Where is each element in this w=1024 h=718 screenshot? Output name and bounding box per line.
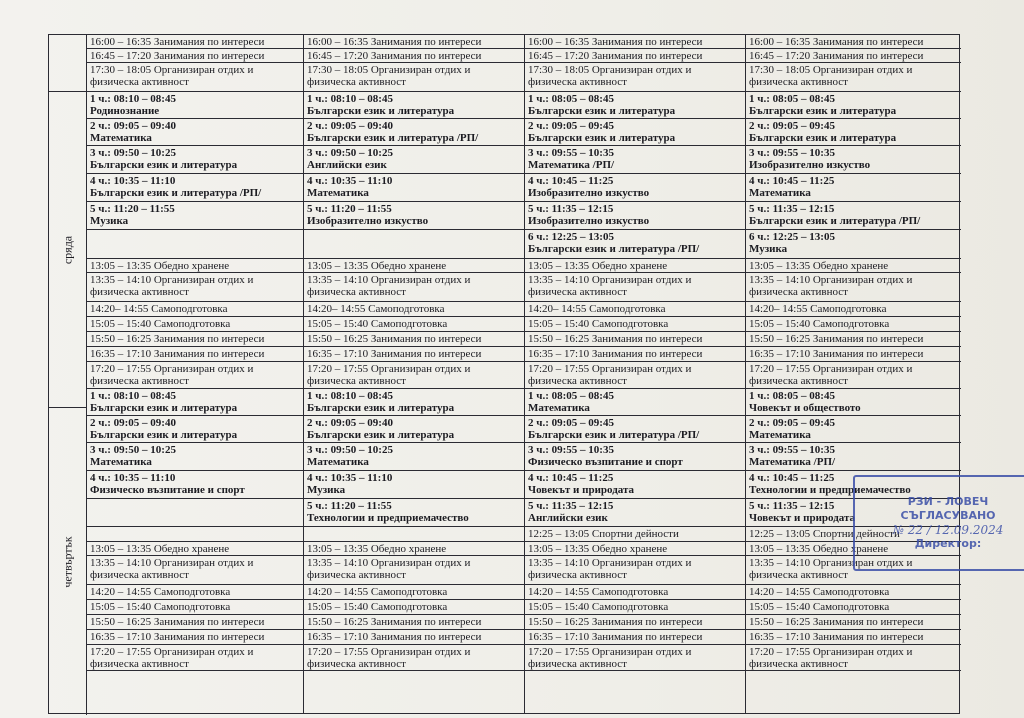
lesson-time: 2 ч.: 09:05 – 09:40 xyxy=(90,120,176,132)
lesson-cell xyxy=(525,443,745,471)
activity-cell xyxy=(87,630,303,645)
lesson-time: 5 ч.: 11:35 – 12:15 xyxy=(749,500,835,512)
activity-text: 15:05 – 15:40 Самоподготовка xyxy=(749,318,890,330)
lesson-subject: Човекът и природата xyxy=(528,484,635,496)
lesson-cell xyxy=(87,92,303,119)
lesson-time: 2 ч.: 09:05 – 09:40 xyxy=(307,120,393,132)
lesson-time: 1 ч.: 08:05 – 08:45 xyxy=(528,93,614,105)
activity-text: 15:50 – 16:25 Занимания по интереси xyxy=(749,616,924,628)
activity-cell xyxy=(304,317,524,332)
activity-cell xyxy=(304,645,524,671)
activity-text: 13:35 – 14:10 Организиран отдих и физическа активност xyxy=(307,274,471,298)
lesson-time: 4 ч.: 10:35 – 11:10 xyxy=(90,472,176,484)
lesson-cell xyxy=(87,174,303,202)
activity-text: 17:20 – 17:55 Организиран отдих и физическа активност xyxy=(749,646,913,670)
activity-cell xyxy=(87,302,303,317)
activity-text: 14:20 – 14:55 Самоподготовка xyxy=(749,586,890,598)
lesson-subject: Математика xyxy=(90,132,152,144)
activity-cell xyxy=(746,585,961,600)
activity-cell xyxy=(525,317,745,332)
activity-cell xyxy=(304,302,524,317)
activity-cell xyxy=(304,585,524,600)
class-column-4 xyxy=(746,35,961,713)
activity-cell xyxy=(304,63,524,92)
activity-cell xyxy=(525,332,745,347)
lesson-cell xyxy=(746,202,961,230)
lesson-subject: Технологии и предприемачество xyxy=(307,512,469,524)
lesson-subject: Физическо възпитание и спорт xyxy=(90,484,245,496)
activity-cell xyxy=(87,347,303,362)
activity-cell xyxy=(87,35,303,49)
activity-text: 17:20 – 17:55 Организиран отдих и физическа активност xyxy=(90,646,254,670)
activity-cell xyxy=(746,347,961,362)
lesson-time: 1 ч.: 08:10 – 08:45 xyxy=(90,390,176,402)
lesson-cell xyxy=(746,443,961,471)
lesson-cell xyxy=(746,119,961,146)
lesson-subject: Физическо възпитание и спорт xyxy=(528,456,683,468)
lesson-time: 4 ч.: 10:35 – 11:10 xyxy=(307,472,393,484)
activity-text: 17:30 – 18:05 Организиран отдих и физическа активност xyxy=(307,64,471,88)
activity-text: 16:35 – 17:10 Занимания по интереси xyxy=(307,348,482,360)
activity-text: 13:05 – 13:35 Обедно хранене xyxy=(749,260,889,272)
activity-text: 16:45 – 17:20 Занимания по интереси xyxy=(307,50,482,62)
lesson-cell xyxy=(87,202,303,230)
lesson-cell xyxy=(87,471,303,499)
activity-text: 15:50 – 16:25 Занимания по интереси xyxy=(90,616,265,628)
activity-cell xyxy=(87,600,303,615)
lesson-time: 5 ч.: 11:35 – 12:15 xyxy=(528,500,614,512)
lesson-time: 3 ч.: 09:55 – 10:35 xyxy=(528,444,614,456)
lesson-cell xyxy=(746,389,961,416)
lesson-time: 1 ч.: 08:10 – 08:45 xyxy=(307,93,393,105)
lesson-cell xyxy=(525,174,745,202)
activity-cell xyxy=(746,49,961,63)
lesson-cell xyxy=(746,92,961,119)
activity-text: 16:35 – 17:10 Занимания по интереси xyxy=(90,631,265,643)
lesson-subject: Български език и литература xyxy=(749,132,897,144)
lesson-subject: Изобразително изкуство xyxy=(528,187,650,199)
activity-text: 16:45 – 17:20 Занимания по интереси xyxy=(528,50,703,62)
lesson-cell xyxy=(304,174,524,202)
lesson-cell xyxy=(525,471,745,499)
activity-text: 16:35 – 17:10 Занимания по интереси xyxy=(749,631,924,643)
activity-text: 15:50 – 16:25 Занимания по интереси xyxy=(307,616,482,628)
activity-text: 14:20– 14:55 Самоподготовка xyxy=(90,303,228,315)
activity-cell xyxy=(525,302,745,317)
lesson-subject: Български език и литература xyxy=(749,105,897,117)
lesson-time: 4 ч.: 10:45 – 11:25 xyxy=(749,472,835,484)
activity-text: 13:35 – 14:10 Организиран отдих и физическа активност xyxy=(90,274,254,298)
stamp-line-4: Директор: xyxy=(914,537,982,550)
lesson-subject: Родинознание xyxy=(90,105,160,117)
lesson-time: 4 ч.: 10:35 – 11:10 xyxy=(307,175,393,187)
activity-cell xyxy=(87,317,303,332)
activity-text: 15:05 – 15:40 Самоподготовка xyxy=(528,601,669,613)
lesson-time: 3 ч.: 09:55 – 10:35 xyxy=(749,147,835,159)
lesson-time: 3 ч.: 09:50 – 10:25 xyxy=(90,147,176,159)
activity-cell xyxy=(87,63,303,92)
activity-text: 13:35 – 14:10 Организиран отдих и физическа активност xyxy=(90,557,254,581)
lesson-time: 4 ч.: 10:35 – 11:10 xyxy=(90,175,176,187)
lesson-cell xyxy=(87,527,303,542)
lesson-cell xyxy=(525,202,745,230)
activity-cell xyxy=(525,645,745,671)
activity-cell xyxy=(304,542,524,556)
lesson-subject: Изобразително изкуство xyxy=(307,215,429,227)
activity-cell xyxy=(525,585,745,600)
lesson-subject: Български език и литература /РП/ xyxy=(307,132,479,144)
activity-text: 15:50 – 16:25 Занимания по интереси xyxy=(307,333,482,345)
lesson-time: 1 ч.: 08:10 – 08:45 xyxy=(307,390,393,402)
activity-text: 17:20 – 17:55 Организиран отдих и физическа активност xyxy=(528,363,692,387)
activity-cell xyxy=(525,615,745,630)
activity-cell xyxy=(525,35,745,49)
lesson-cell xyxy=(304,119,524,146)
lesson-time: 12:25 – 13:05 Спортни дейности xyxy=(749,528,900,540)
activity-cell xyxy=(304,259,524,273)
lesson-subject: Български език и литература /РП/ xyxy=(528,429,700,441)
lesson-cell xyxy=(304,389,524,416)
class-column-3 xyxy=(525,35,746,713)
lesson-subject: Математика xyxy=(749,429,811,441)
activity-cell xyxy=(746,615,961,630)
lesson-cell xyxy=(87,389,303,416)
activity-cell xyxy=(304,49,524,63)
activity-cell xyxy=(525,347,745,362)
lesson-time: 5 ч.: 11:20 – 11:55 xyxy=(90,203,175,215)
activity-text: 13:35 – 14:10 Организиран отдих и физическа активност xyxy=(307,557,471,581)
activity-cell xyxy=(87,362,303,389)
activity-cell xyxy=(304,630,524,645)
activity-text: 15:50 – 16:25 Занимания по интереси xyxy=(749,333,924,345)
activity-text: 14:20– 14:55 Самоподготовка xyxy=(528,303,666,315)
day-label-thursday: четвъртък xyxy=(60,535,74,588)
lesson-subject: Български език и литература /РП/ xyxy=(528,243,700,255)
lesson-time: 4 ч.: 10:45 – 11:25 xyxy=(528,472,614,484)
activity-cell xyxy=(746,630,961,645)
activity-text: 13:35 – 14:10 Организиран отдих и физическа активност xyxy=(528,557,692,581)
activity-text: 16:35 – 17:10 Занимания по интереси xyxy=(528,631,703,643)
activity-cell xyxy=(746,259,961,273)
activity-cell xyxy=(304,35,524,49)
activity-text: 16:45 – 17:20 Занимания по интереси xyxy=(90,50,265,62)
activity-cell xyxy=(304,347,524,362)
activity-cell xyxy=(525,273,745,302)
activity-cell xyxy=(87,585,303,600)
activity-text: 14:20 – 14:55 Самоподготовка xyxy=(90,586,231,598)
lesson-time: 5 ч.: 11:20 – 11:55 xyxy=(307,500,392,512)
activity-text: 15:05 – 15:40 Самоподготовка xyxy=(307,601,448,613)
lesson-time: 3 ч.: 09:55 – 10:35 xyxy=(528,147,614,159)
lesson-time: 2 ч.: 09:05 – 09:40 xyxy=(307,417,393,429)
activity-cell xyxy=(746,362,961,389)
lesson-time: 3 ч.: 09:50 – 10:25 xyxy=(307,444,393,456)
activity-text: 16:35 – 17:10 Занимания по интереси xyxy=(90,348,265,360)
activity-text: 13:05 – 13:35 Обедно хранене xyxy=(749,543,889,555)
stamp-line-1: РЗИ - ЛОВЕЧ xyxy=(907,495,989,508)
activity-text: 13:05 – 13:35 Обедно хранене xyxy=(307,543,447,555)
lesson-cell xyxy=(525,92,745,119)
activity-cell xyxy=(304,273,524,302)
lesson-time: 5 ч.: 11:35 – 12:15 xyxy=(749,203,835,215)
lesson-cell xyxy=(87,146,303,174)
activity-cell xyxy=(304,556,524,585)
activity-cell xyxy=(304,332,524,347)
lesson-time: 3 ч.: 09:50 – 10:25 xyxy=(90,444,176,456)
activity-text: 13:35 – 14:10 Организиран отдих и физическа активност xyxy=(749,557,913,581)
lesson-subject: Човекът и обществото xyxy=(749,402,861,414)
activity-cell xyxy=(525,259,745,273)
lesson-subject: Математика xyxy=(307,187,369,199)
day-cell-wednesday xyxy=(49,92,87,408)
lesson-subject: Технологии и предприемачество xyxy=(749,484,911,496)
lesson-subject: Български език и литература /РП/ xyxy=(90,187,262,199)
lesson-subject: Математика xyxy=(90,456,152,468)
activity-text: 15:50 – 16:25 Занимания по интереси xyxy=(528,333,703,345)
lesson-time: 1 ч.: 08:05 – 08:45 xyxy=(528,390,614,402)
activity-cell xyxy=(304,600,524,615)
class-column-2 xyxy=(304,35,525,713)
lesson-subject: Български език и литература xyxy=(90,159,238,171)
lesson-subject: Български език и литература /РП/ xyxy=(749,215,921,227)
activity-cell xyxy=(87,645,303,671)
activity-text: 16:45 – 17:20 Занимания по интереси xyxy=(749,50,924,62)
activity-text: 16:00 – 16:35 Занимания по интереси xyxy=(528,36,703,48)
activity-text: 14:20– 14:55 Самоподготовка xyxy=(749,303,887,315)
activity-text: 13:05 – 13:35 Обедно хранене xyxy=(90,543,230,555)
lesson-time: 2 ч.: 09:05 – 09:45 xyxy=(528,417,614,429)
activity-text: 13:05 – 13:35 Обедно хранене xyxy=(528,543,668,555)
lesson-cell xyxy=(87,443,303,471)
class-column-1 xyxy=(87,35,304,713)
lesson-cell xyxy=(746,146,961,174)
activity-text: 15:05 – 15:40 Самоподготовка xyxy=(90,601,231,613)
lesson-subject: Български език и литература xyxy=(307,429,455,441)
lesson-time: 2 ч.: 09:05 – 09:40 xyxy=(90,417,176,429)
lesson-time: 3 ч.: 09:50 – 10:25 xyxy=(307,147,393,159)
activity-text: 16:00 – 16:35 Занимания по интереси xyxy=(90,36,265,48)
activity-cell xyxy=(87,556,303,585)
activity-cell xyxy=(304,362,524,389)
lesson-time: 6 ч.: 12:25 – 13:05 xyxy=(749,231,835,243)
lesson-cell xyxy=(304,230,524,259)
activity-cell xyxy=(746,35,961,49)
activity-cell xyxy=(525,362,745,389)
lesson-cell xyxy=(525,146,745,174)
lesson-time: 12:25 – 13:05 Спортни дейности xyxy=(528,528,679,540)
lesson-subject: Български език и литература xyxy=(528,132,676,144)
lesson-cell xyxy=(87,119,303,146)
lesson-cell xyxy=(87,416,303,443)
day-cell-top xyxy=(49,35,87,92)
lesson-time: 5 ч.: 11:35 – 12:15 xyxy=(528,203,614,215)
activity-cell xyxy=(746,332,961,347)
lesson-time: 2 ч.: 09:05 – 09:45 xyxy=(749,417,835,429)
activity-text: 16:00 – 16:35 Занимания по интереси xyxy=(749,36,924,48)
lesson-subject: Български език и литература xyxy=(90,402,238,414)
activity-text: 14:20 – 14:55 Самоподготовка xyxy=(307,586,448,598)
activity-cell xyxy=(87,259,303,273)
lesson-cell xyxy=(525,119,745,146)
activity-cell xyxy=(87,615,303,630)
activity-text: 14:20– 14:55 Самоподготовка xyxy=(307,303,445,315)
day-cell-thursday xyxy=(49,408,87,715)
stamp-line-2: СЪГЛАСУВАНО xyxy=(900,509,996,522)
activity-text: 13:35 – 14:10 Организиран отдих и физическа активност xyxy=(749,274,913,298)
activity-text: 17:30 – 18:05 Организиран отдих и физическа активност xyxy=(90,64,254,88)
lesson-subject: Английски език xyxy=(307,159,387,171)
activity-text: 15:05 – 15:40 Самоподготовка xyxy=(307,318,448,330)
stamp-line-3: № 22 / 12.09.2024 xyxy=(892,523,1004,537)
activity-text: 15:50 – 16:25 Занимания по интереси xyxy=(528,616,703,628)
activity-cell xyxy=(525,600,745,615)
lesson-time: 3 ч.: 09:55 – 10:35 xyxy=(749,444,835,456)
lesson-subject: Музика xyxy=(749,243,788,255)
activity-cell xyxy=(746,63,961,92)
activity-cell xyxy=(525,49,745,63)
activity-text: 14:20 – 14:55 Самоподготовка xyxy=(528,586,669,598)
lesson-subject: Математика /РП/ xyxy=(528,159,615,171)
activity-cell xyxy=(746,600,961,615)
lesson-subject: Български език и литература xyxy=(307,402,455,414)
lesson-subject: Математика /РП/ xyxy=(749,456,836,468)
lesson-subject: Музика xyxy=(90,215,129,227)
lesson-time: 4 ч.: 10:45 – 11:25 xyxy=(528,175,614,187)
lesson-time: 1 ч.: 08:05 – 08:45 xyxy=(749,390,835,402)
schedule-grid xyxy=(48,34,960,714)
lesson-subject: Български език и литература xyxy=(90,429,238,441)
lesson-subject: Човекът и природата xyxy=(749,512,856,524)
activity-cell xyxy=(525,63,745,92)
activity-cell xyxy=(746,317,961,332)
activity-cell xyxy=(87,273,303,302)
lesson-subject: Математика xyxy=(307,456,369,468)
activity-cell xyxy=(746,302,961,317)
lesson-subject: Математика xyxy=(749,187,811,199)
lesson-cell xyxy=(525,527,745,542)
lesson-subject: Английски език xyxy=(528,512,608,524)
activity-text: 13:05 – 13:35 Обедно хранене xyxy=(528,260,668,272)
lesson-cell xyxy=(746,230,961,259)
lesson-cell xyxy=(87,230,303,259)
lesson-cell xyxy=(525,499,745,527)
lesson-cell xyxy=(525,230,745,259)
lesson-cell xyxy=(525,416,745,443)
activity-text: 16:35 – 17:10 Занимания по интереси xyxy=(307,631,482,643)
lesson-cell xyxy=(304,202,524,230)
lesson-cell xyxy=(87,499,303,527)
lesson-cell xyxy=(304,92,524,119)
lesson-time: 1 ч.: 08:05 – 08:45 xyxy=(749,93,835,105)
lesson-cell xyxy=(304,416,524,443)
activity-text: 15:05 – 15:40 Самоподготовка xyxy=(749,601,890,613)
activity-text: 16:35 – 17:10 Занимания по интереси xyxy=(749,348,924,360)
activity-text: 13:35 – 14:10 Организиран отдих и физическа активност xyxy=(528,274,692,298)
lesson-time: 2 ч.: 09:05 – 09:45 xyxy=(528,120,614,132)
activity-text: 15:05 – 15:40 Самоподготовка xyxy=(528,318,669,330)
activity-text: 17:20 – 17:55 Организиран отдих и физическа активност xyxy=(307,646,471,670)
lesson-cell xyxy=(304,499,524,527)
activity-cell xyxy=(746,273,961,302)
lesson-subject: Изобразително изкуство xyxy=(749,159,871,171)
lesson-subject: Български език и литература xyxy=(528,105,676,117)
activity-cell xyxy=(525,556,745,585)
lesson-time: 2 ч.: 09:05 – 09:45 xyxy=(749,120,835,132)
activity-text: 17:20 – 17:55 Организиран отдих и физическа активност xyxy=(90,363,254,387)
lesson-subject: Математика xyxy=(528,402,590,414)
lesson-time: 5 ч.: 11:20 – 11:55 xyxy=(307,203,392,215)
lesson-cell xyxy=(304,443,524,471)
lesson-cell xyxy=(304,471,524,499)
activity-cell xyxy=(525,542,745,556)
day-label-wednesday: сряда xyxy=(60,235,74,264)
activity-text: 17:30 – 18:05 Организиран отдих и физическа активност xyxy=(749,64,913,88)
lesson-subject: Български език и литература xyxy=(307,105,455,117)
activity-text: 16:35 – 17:10 Занимания по интереси xyxy=(528,348,703,360)
activity-text: 16:00 – 16:35 Занимания по интереси xyxy=(307,36,482,48)
activity-text: 17:20 – 17:55 Организиран отдих и физическа активност xyxy=(307,363,471,387)
lesson-time: 6 ч.: 12:25 – 13:05 xyxy=(528,231,614,243)
lesson-cell xyxy=(304,527,524,542)
activity-text: 17:20 – 17:55 Организиран отдих и физическа активност xyxy=(528,646,692,670)
activity-cell xyxy=(87,542,303,556)
activity-text: 15:50 – 16:25 Занимания по интереси xyxy=(90,333,265,345)
activity-text: 13:05 – 13:35 Обедно хранене xyxy=(307,260,447,272)
activity-cell xyxy=(87,49,303,63)
activity-cell xyxy=(525,630,745,645)
approval-stamp xyxy=(853,475,1024,571)
activity-cell xyxy=(746,645,961,671)
lesson-cell xyxy=(304,146,524,174)
lesson-cell xyxy=(746,174,961,202)
activity-text: 15:05 – 15:40 Самоподготовка xyxy=(90,318,231,330)
activity-text: 13:05 – 13:35 Обедно хранене xyxy=(90,260,230,272)
lesson-time: 1 ч.: 08:10 – 08:45 xyxy=(90,93,176,105)
activity-cell xyxy=(304,615,524,630)
lesson-time: 4 ч.: 10:45 – 11:25 xyxy=(749,175,835,187)
activity-cell xyxy=(87,332,303,347)
lesson-subject: Изобразително изкуство xyxy=(528,215,650,227)
activity-text: 17:20 – 17:55 Организиран отдих и физическа активност xyxy=(749,363,913,387)
lesson-cell xyxy=(525,389,745,416)
lesson-cell xyxy=(746,416,961,443)
lesson-subject: Музика xyxy=(307,484,346,496)
activity-text: 17:30 – 18:05 Организиран отдих и физическа активност xyxy=(528,64,692,88)
